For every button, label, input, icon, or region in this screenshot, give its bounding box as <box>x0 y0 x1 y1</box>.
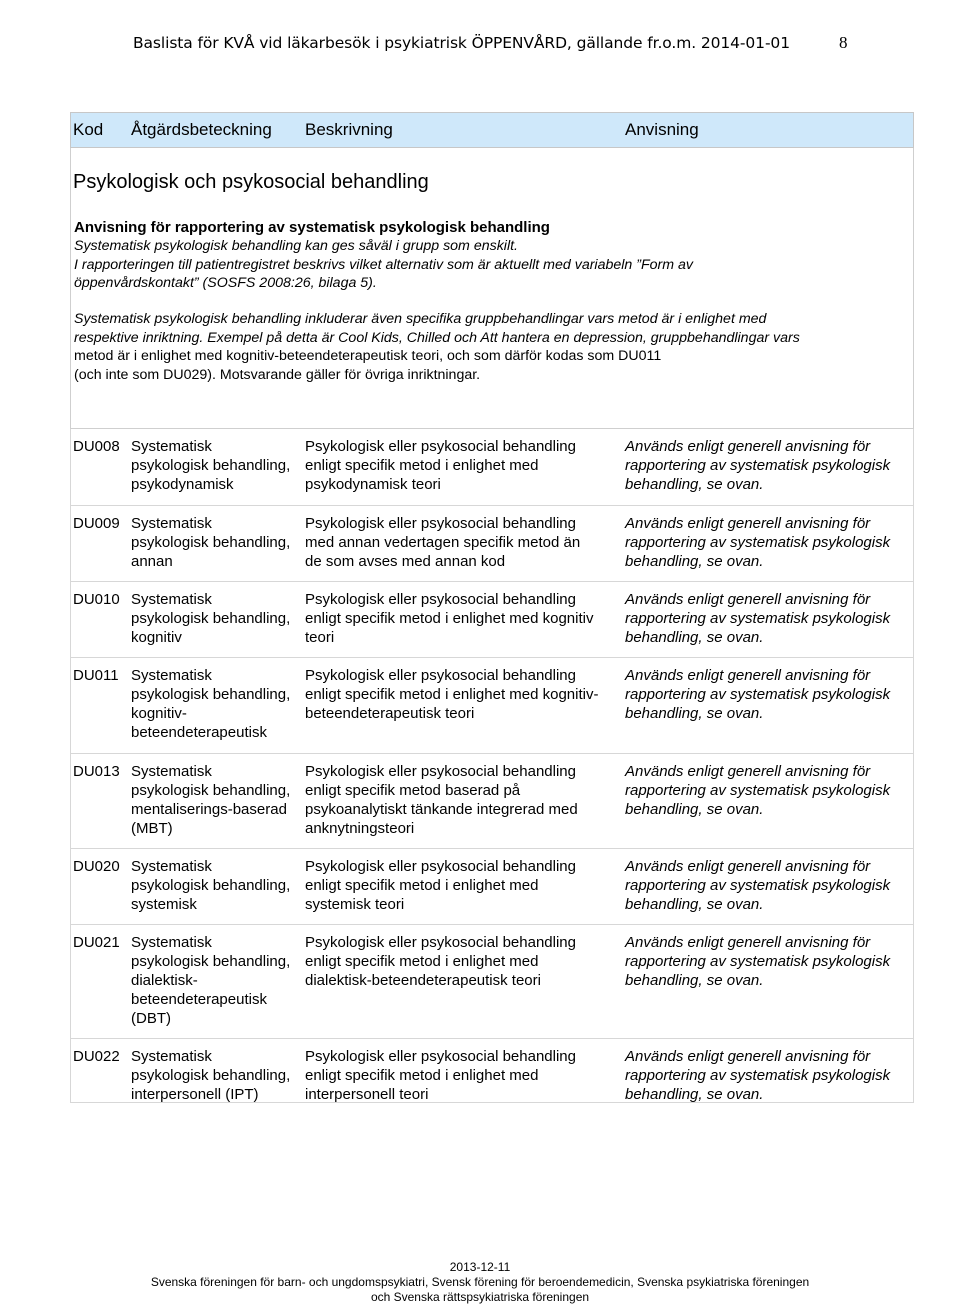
guidance-line: öppenvårdskontakt” (SOSFS 2008:26, bilaga 5). <box>74 275 377 291</box>
guidance-line: metod är i enlighet med kognitiv-beteendeterapeutisk teori, och som därför kodas som DU011 <box>74 348 662 364</box>
cell-line: dialektisk-beteendeterapeutisk teori <box>305 972 541 989</box>
column-header-beskrivning: Beskrivning <box>305 120 393 139</box>
cell-line: Systematisk <box>131 438 212 455</box>
guidance-line: (och inte som DU029). Motsvarande gäller för övriga inriktningar. <box>74 366 481 383</box>
cell-line: behandling, se ovan. <box>625 476 764 493</box>
cell-line: (MBT) <box>131 820 173 837</box>
table-row <box>70 658 914 754</box>
cell-line: enligt specifik metod i enlighet med kognitiv- <box>305 686 599 703</box>
cell-line: Systematisk <box>131 591 212 608</box>
cell-line: rapportering av systematisk psykologisk <box>625 1067 891 1084</box>
cell-line: psykologisk behandling, <box>131 1067 291 1084</box>
document-title: Baslista för KVÅ vid läkarbesök i psykiatrisk ÖPPENVÅRD, gällande fr.o.m. 2014-01-01 <box>133 34 790 52</box>
action-cell <box>131 437 290 494</box>
description-cell <box>305 1047 576 1104</box>
cell-line: psykologisk behandling, <box>131 457 291 474</box>
guidance-cell <box>625 514 890 571</box>
code-cell: DU022 <box>73 1048 120 1065</box>
description-cell <box>305 666 598 723</box>
guidance-cell <box>625 1047 890 1104</box>
description-cell <box>305 590 594 647</box>
code-cell: DU011 <box>73 667 119 684</box>
cell-line: anknytningsteori <box>305 820 415 837</box>
cell-line: Psykologisk eller psykosocial behandling <box>305 1048 576 1065</box>
guidance-line: Systematisk psykologisk behandling kan ges såväl i grupp som enskilt. <box>74 238 518 254</box>
cell-line: de som avses med annan kod <box>305 553 506 570</box>
description-cell <box>305 857 576 914</box>
code-cell: DU013 <box>73 763 120 780</box>
cell-line: Systematisk <box>131 934 212 951</box>
guidance-cell <box>625 933 890 990</box>
action-cell <box>131 514 290 571</box>
cell-line: behandling, se ovan. <box>625 553 764 570</box>
table-row <box>70 506 914 582</box>
guidance-cell <box>625 590 890 647</box>
cell-line: Psykologisk eller psykosocial behandling <box>305 667 576 684</box>
footer-line: och Svenska rättspsykiatriska föreningen <box>370 1290 590 1304</box>
action-cell <box>131 762 290 838</box>
cell-line: rapportering av systematisk psykologisk <box>625 534 891 551</box>
action-cell <box>131 590 290 647</box>
cell-line: interpersonell teori <box>305 1086 429 1103</box>
cell-line: kognitiv <box>131 629 182 646</box>
cell-line: psykoanalytiskt tänkande integrerad med <box>305 801 578 818</box>
column-header-anvisning: Anvisning <box>625 120 699 139</box>
cell-line: behandling, se ovan. <box>625 972 764 989</box>
table-row <box>70 1039 914 1103</box>
page-footer <box>0 1260 960 1305</box>
cell-line: psykologisk behandling, <box>131 534 291 551</box>
cell-line: Används enligt generell anvisning för <box>625 438 871 455</box>
cell-line: Systematisk <box>131 1048 212 1065</box>
code-cell: DU009 <box>73 515 120 532</box>
cell-line: Används enligt generell anvisning för <box>625 515 871 532</box>
cell-line: rapportering av systematisk psykologisk <box>625 953 891 970</box>
cell-line: Psykologisk eller psykosocial behandling <box>305 934 576 951</box>
cell-line: Används enligt generell anvisning för <box>625 1048 871 1065</box>
cell-line: psykologisk behandling, <box>131 877 291 894</box>
guidance-line: I rapporteringen till patientregistret beskrivs vilket alternativ som är aktuellt med variabeln ”Form av <box>74 256 693 273</box>
cell-line: Psykologisk eller psykosocial behandling <box>305 515 576 532</box>
cell-line: Används enligt generell anvisning för <box>625 763 871 780</box>
cell-line: dialektisk- <box>131 972 198 989</box>
cell-line: Används enligt generell anvisning för <box>625 591 871 608</box>
cell-line: rapportering av systematisk psykologisk <box>625 610 891 627</box>
cell-line: systemisk teori <box>305 896 405 913</box>
action-cell <box>131 857 290 914</box>
cell-line: Psykologisk eller psykosocial behandling <box>305 438 576 455</box>
cell-line: psykologisk behandling, <box>131 953 291 970</box>
code-cell: DU010 <box>73 591 120 608</box>
cell-line: psykologisk behandling, <box>131 686 291 703</box>
cell-line: enligt specifik metod baserad på <box>305 782 521 799</box>
cell-line: behandling, se ovan. <box>625 1086 764 1103</box>
table-row <box>70 582 914 658</box>
cell-line: (DBT) <box>131 1010 171 1027</box>
cell-line: psykologisk behandling, <box>131 782 291 799</box>
cell-line: rapportering av systematisk psykologisk <box>625 457 891 474</box>
cell-line: rapportering av systematisk psykologisk <box>625 782 891 799</box>
cell-line: beteendeterapeutisk <box>131 991 267 1008</box>
section-block <box>70 148 914 429</box>
cell-line: Används enligt generell anvisning för <box>625 667 871 684</box>
cell-line: beteendeterapeutisk teori <box>305 705 475 722</box>
description-cell <box>305 933 576 990</box>
description-cell <box>305 514 580 571</box>
cell-line: rapportering av systematisk psykologisk <box>625 877 891 894</box>
cell-line: teori <box>305 629 335 646</box>
cell-line: Används enligt generell anvisning för <box>625 934 871 951</box>
cell-line: enligt specifik metod i enlighet med <box>305 877 539 894</box>
cell-line: behandling, se ovan. <box>625 629 764 646</box>
cell-line: enligt specifik metod i enlighet med <box>305 1067 539 1084</box>
description-cell <box>305 762 578 838</box>
code-cell: DU021 <box>73 934 120 951</box>
section-title: Psykologisk och psykosocial behandling <box>73 171 429 193</box>
cell-line: behandling, se ovan. <box>625 705 764 722</box>
action-cell <box>131 666 290 742</box>
guidance-line: Systematisk psykologisk behandling inkluderar även specifika gruppbehandlingar vars metod är i enlighet med <box>74 311 767 327</box>
description-cell <box>305 437 576 494</box>
footer-date: 2013-12-11 <box>449 1260 511 1274</box>
cell-line: interpersonell (IPT) <box>131 1086 259 1103</box>
action-cell <box>131 933 290 1028</box>
cell-line: kognitiv- <box>131 705 187 722</box>
cell-line: rapportering av systematisk psykologisk <box>625 686 891 703</box>
cell-line: systemisk <box>131 896 197 913</box>
cell-line: behandling, se ovan. <box>625 801 764 818</box>
cell-line: Psykologisk eller psykosocial behandling <box>305 763 576 780</box>
cell-line: Psykologisk eller psykosocial behandling <box>305 858 576 875</box>
cell-line: enligt specifik metod i enlighet med kognitiv <box>305 610 594 627</box>
column-header-atgardsbeteckning: Åtgärdsbeteckning <box>131 120 272 139</box>
cell-line: annan <box>131 553 173 570</box>
guidance-cell <box>625 762 890 819</box>
table-row <box>70 849 914 925</box>
cell-line: mentaliserings-baserad <box>131 801 287 818</box>
code-table <box>70 112 914 1103</box>
cell-line: Psykologisk eller psykosocial behandling <box>305 591 576 608</box>
cell-line: psykodynamisk teori <box>305 476 441 493</box>
cell-line: beteendeterapeutisk <box>131 724 267 741</box>
page-number: 8 <box>839 33 848 52</box>
guidance-cell <box>625 666 890 723</box>
code-cell: DU008 <box>73 438 120 455</box>
code-cell: DU020 <box>73 858 120 875</box>
cell-line: Systematisk <box>131 858 212 875</box>
cell-line: behandling, se ovan. <box>625 896 764 913</box>
guidance-cell <box>625 857 890 914</box>
cell-line: enligt specifik metod i enlighet med <box>305 457 539 474</box>
guidance-line: respektive inriktning. Exempel på detta är Cool Kids, Chilled och Att hantera en depression, gruppbehandlingar vars <box>74 329 800 346</box>
cell-line: Systematisk <box>131 667 212 684</box>
table-row <box>70 429 914 506</box>
page-header <box>133 34 853 58</box>
cell-line: Systematisk <box>131 763 212 780</box>
cell-line: Används enligt generell anvisning för <box>625 858 871 875</box>
guidance-cell <box>625 437 890 494</box>
table-row <box>70 754 914 849</box>
cell-line: psykodynamisk <box>131 476 234 493</box>
cell-line: enligt specifik metod i enlighet med <box>305 953 539 970</box>
table-header <box>70 112 914 148</box>
footer-line: Svenska föreningen för barn- och ungdomspsykiatri, Svensk förening för beroendemedicin, Svenska psykiatriska föreningen <box>150 1275 810 1289</box>
cell-line: Systematisk <box>131 515 212 532</box>
table-row <box>70 925 914 1039</box>
cell-line: psykologisk behandling, <box>131 610 291 627</box>
column-header-kod: Kod <box>73 120 104 139</box>
cell-line: med annan vedertagen specifik metod än <box>305 534 581 551</box>
action-cell <box>131 1047 290 1104</box>
guidance-title: Anvisning för rapportering av systematisk psykologisk behandling <box>74 219 550 236</box>
